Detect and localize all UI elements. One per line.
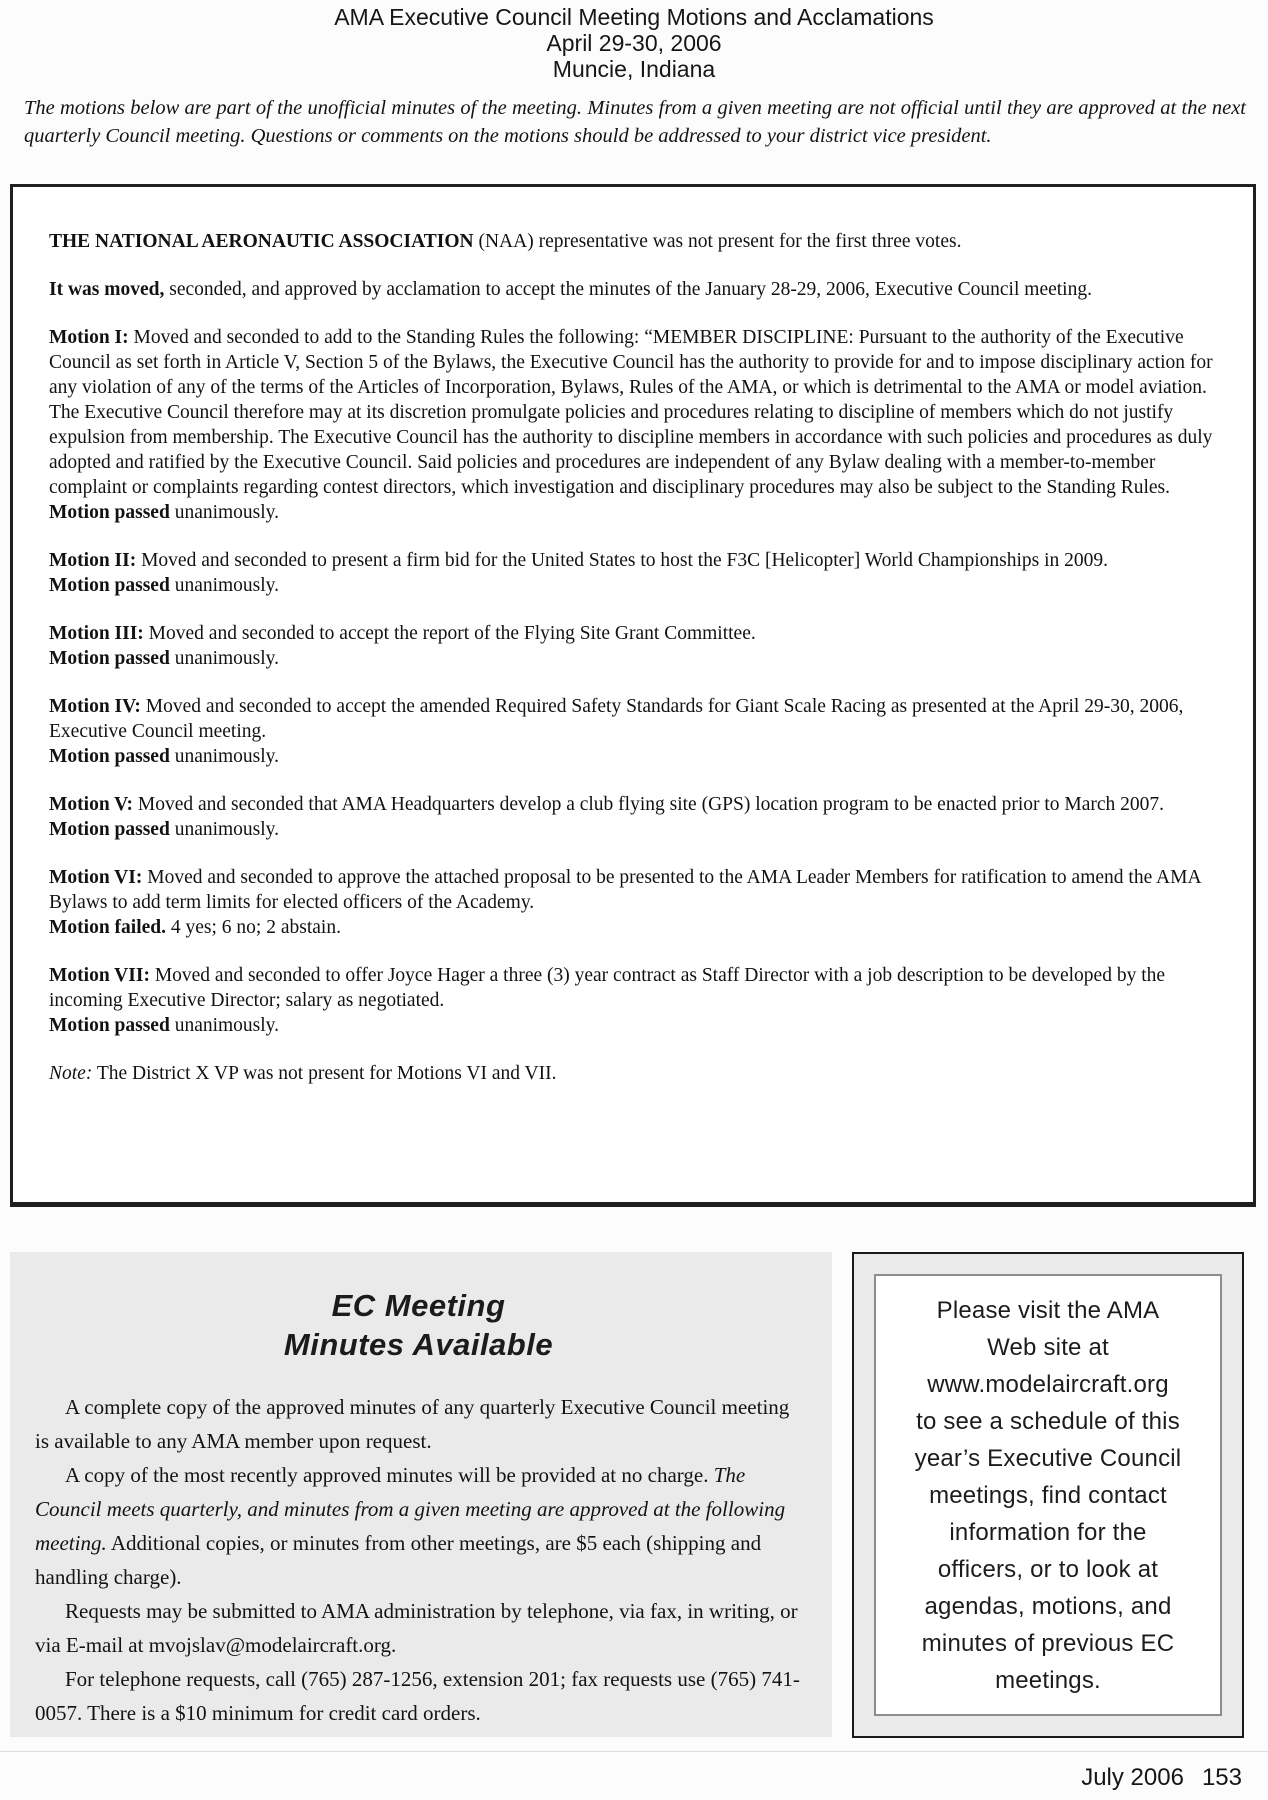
- web-box-line: meetings.: [995, 1666, 1101, 1694]
- minutes-box-title-line2: Minutes Available: [283, 1327, 554, 1362]
- text-run: (NAA) representative was not present for the first three votes.: [473, 231, 962, 252]
- text-run: Motion VII:: [49, 965, 150, 986]
- text-run: For telephone requests, call (765) 287-1256, extension 201; fax requests use (765) 741-0057. There is a $10 minimum for credit card orders.: [35, 1667, 800, 1725]
- web-box-line: to see a schedule of this: [916, 1407, 1180, 1435]
- text-run: Moved and seconded to present a firm bid for the United States to host the F3C [Helicopter] World Championships in 2009.: [136, 550, 1109, 571]
- text-run: A complete copy of the approved minutes of any quarterly Executive Council meeting is available to any AMA member upon request.: [35, 1395, 790, 1453]
- text-run: It was moved,: [49, 279, 165, 300]
- ama-website-box-text: [874, 1274, 1222, 1716]
- text-run: unanimously.: [169, 1015, 280, 1036]
- text-run: seconded, and approved by acclamation to accept the minutes of the January 28-29, 2006, Executive Council meeting.: [164, 279, 1092, 300]
- text-run: Motion passed: [49, 502, 170, 523]
- text-run: Motion IV:: [49, 696, 141, 717]
- motion-paragraph: [49, 1061, 1213, 1086]
- web-box-line: Please visit the AMA: [936, 1296, 1160, 1324]
- text-run: 4 yes; 6 no; 2 abstain.: [166, 917, 341, 938]
- minutes-paragraph: [35, 1594, 802, 1662]
- ama-website-box: [852, 1252, 1244, 1738]
- web-box-line: year’s Executive Council: [914, 1444, 1182, 1472]
- text-run: Motion VI:: [49, 867, 143, 888]
- web-box-line: meetings, find contact: [929, 1481, 1167, 1509]
- intro-disclaimer: The motions below are part of the unofficial minutes of the meeting. Minutes from a given meeting are not official until they are approved at the next quarterly Council meeting. Questions or comments on the motions should be addressed to your district vice president.: [24, 97, 1246, 147]
- web-box-line: minutes of previous EC: [921, 1629, 1175, 1657]
- text-run: Moved and seconded to accept the report of the Flying Site Grant Committee.: [143, 623, 756, 644]
- text-run: Motion I:: [49, 327, 129, 348]
- footer-issue-date: July 2006: [1081, 1764, 1184, 1791]
- footer-page-number: 153: [1201, 1764, 1242, 1791]
- page-header: [0, 4, 1268, 82]
- text-run: The Council meets quarterly, and minutes from a given meeting are approved at the following meeting.: [35, 1463, 786, 1555]
- text-run: Moved and seconded to approve the attached proposal to be presented to the AMA Leader Members for ratification to amend the AMA Bylaws to add term limits for elected officers of the Academy.: [49, 867, 1201, 913]
- text-run: Moved and seconded to add to the Standing Rules the following: “MEMBER DISCIPLINE: Pursuant to the authority of the Executive Council as set forth in Article V, Section 5 of the Bylaws, the Executive Council has the authority to provide for and to impose disciplinary action for any violation of any of the terms of the Articles of Incorporation, Bylaws, Rules of the AMA, or which is detrimental to the AMA or model aviation. The Executive Council therefore may at its discretion promulgate policies and procedures relating to discipline of members which do not justify expulsion from membership. The Executive Council has the authority to discipline members in accordance with such policies and procedures as duly adopted and ratified by the Executive Council. Said policies and procedures are independent of any Bylaw dealing with a member-to-member complaint or complaints regarding contest directors, which investigation and disciplinary procedures may also be subject to the Standing Rules.: [49, 327, 1213, 498]
- motion-paragraph: [49, 548, 1213, 598]
- minutes-paragraph: [35, 1458, 802, 1594]
- minutes-box-title-line1: EC Meeting: [331, 1288, 506, 1323]
- text-run: unanimously.: [169, 746, 280, 767]
- text-run: Moved and seconded to accept the amended Required Safety Standards for Giant Scale Racing as presented at the April 29-30, 2006, Executive Council meeting.: [49, 696, 1184, 742]
- page-footer: [1081, 1764, 1242, 1792]
- text-run: unanimously.: [169, 648, 280, 669]
- motion-paragraph: [49, 325, 1213, 525]
- web-box-line: agendas, motions, and: [924, 1592, 1172, 1620]
- motions-box: [10, 184, 1256, 1207]
- text-run: Motion passed: [49, 648, 170, 669]
- text-run: Motion passed: [49, 819, 170, 840]
- text-run: Additional copies, or minutes from other meetings, are $5 each (shipping and handling charge).: [35, 1531, 762, 1589]
- text-run: unanimously.: [169, 819, 280, 840]
- text-run: Note:: [49, 1063, 93, 1084]
- text-run: Motion II:: [49, 550, 137, 571]
- web-box-line: information for the: [949, 1518, 1147, 1546]
- text-run: Motion passed: [49, 746, 170, 767]
- text-run: Motion V:: [49, 794, 133, 815]
- minutes-available-box: [10, 1252, 832, 1737]
- text-run: Moved and seconded that AMA Headquarters develop a club flying site (GPS) location program to be enacted prior to March 2007.: [132, 794, 1165, 815]
- text-run: Motion passed: [49, 1015, 170, 1036]
- meeting-location: Muncie, Indiana: [552, 56, 716, 82]
- minutes-box-body: [35, 1390, 802, 1730]
- text-run: A copy of the most recently approved minutes will be provided at no charge.: [65, 1463, 714, 1487]
- motion-paragraph: [49, 865, 1213, 940]
- text-run: unanimously.: [169, 575, 280, 596]
- meeting-date: April 29-30, 2006: [546, 30, 722, 56]
- motion-paragraph: [49, 229, 1213, 254]
- text-run: Motion passed: [49, 575, 170, 596]
- web-box-line: officers, or to look at: [937, 1555, 1159, 1583]
- motion-paragraph: [49, 621, 1213, 671]
- motion-paragraph: [49, 963, 1213, 1038]
- text-run: unanimously.: [169, 502, 280, 523]
- minutes-box-title: [35, 1286, 802, 1364]
- page-bottom-rule: [0, 1751, 1268, 1752]
- text-run: Requests may be submitted to AMA administration by telephone, via fax, in writing, or via E-mail at mvojslav@modelaircraft.org.: [35, 1599, 798, 1657]
- motion-paragraph: [49, 277, 1213, 302]
- motion-paragraph: [49, 792, 1213, 842]
- web-box-line: Web site at: [987, 1333, 1109, 1361]
- minutes-paragraph: [35, 1390, 802, 1458]
- text-run: THE NATIONAL AERONAUTIC ASSOCIATION: [49, 231, 474, 252]
- bottom-section: [0, 1252, 1268, 1738]
- text-run: Motion failed.: [49, 917, 166, 938]
- text-run: Motion III:: [49, 623, 144, 644]
- text-run: Moved and seconded to offer Joyce Hager a three (3) year contract as Staff Director with a job description to be developed by the incoming Executive Director; salary as negotiated.: [49, 965, 1166, 1011]
- page-title: AMA Executive Council Meeting Motions and Acclamations: [334, 4, 934, 30]
- motion-paragraph: [49, 694, 1213, 769]
- minutes-paragraph: [35, 1662, 802, 1730]
- web-box-line: www.modelaircraft.org: [927, 1370, 1169, 1398]
- text-run: The District X VP was not present for Motions VI and VII.: [92, 1063, 557, 1084]
